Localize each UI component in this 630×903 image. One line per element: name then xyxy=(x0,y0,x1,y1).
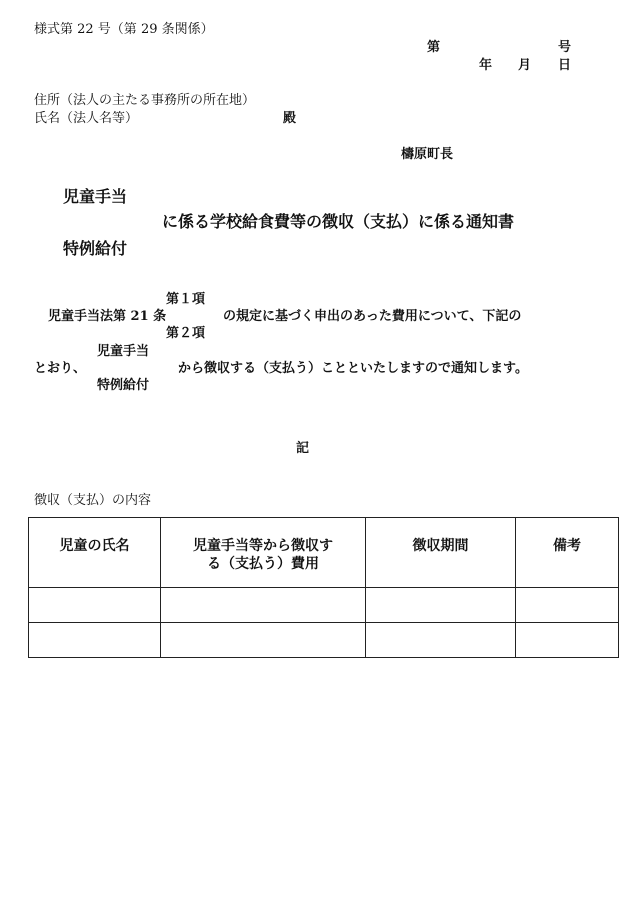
title-option-child-allowance: 児童手当 xyxy=(63,187,128,206)
date-month-label: 月 xyxy=(518,58,532,73)
table-cell xyxy=(516,588,619,623)
date-year-label: 年 xyxy=(479,58,493,73)
table-cell xyxy=(366,588,516,623)
honorific-label: 殿 xyxy=(283,111,297,126)
table-cell xyxy=(29,588,161,623)
sender-name: 檮原町長 xyxy=(401,147,454,162)
document-number-prefix: 第 xyxy=(427,40,441,55)
table-row xyxy=(29,588,619,623)
body-option-special-benefit: 特例給付 xyxy=(97,378,150,393)
paragraph-1-option: 第１項 xyxy=(166,292,206,307)
column-header-cost-label: 児童手当等から徴収する（支払う）費用 xyxy=(193,538,333,572)
form-number-label: 様式第 22 号（第 29 条関係） xyxy=(34,22,214,37)
column-header-remarks: 備考 xyxy=(516,518,619,588)
address-label: 住所（法人の主たる事務所の所在地） xyxy=(34,93,256,108)
section-label: 徴収（支払）の内容 xyxy=(34,493,152,508)
table-cell xyxy=(29,623,161,658)
table-cell xyxy=(516,623,619,658)
paragraph-2-option: 第２項 xyxy=(166,326,206,341)
body-text-line-2: から徴収する（支払う）ことといたしますので通知します。 xyxy=(178,361,528,376)
document-title: に係る学校給食費等の徴収（支払）に係る通知書 xyxy=(162,212,515,231)
date-day-label: 日 xyxy=(558,58,572,73)
column-header-cost xyxy=(161,518,366,588)
table-row xyxy=(29,623,619,658)
document-number-suffix: 号 xyxy=(558,40,572,55)
body-text-line-1: の規定に基づく申出のあった費用について、下記の xyxy=(223,309,522,324)
table-header-row xyxy=(29,518,619,588)
table-cell xyxy=(161,623,366,658)
column-header-period: 徴収期間 xyxy=(366,518,516,588)
table-cell xyxy=(161,588,366,623)
ki-note-marker: 記 xyxy=(296,441,310,456)
table-cell xyxy=(366,623,516,658)
column-header-child-name: 児童の氏名 xyxy=(29,518,161,588)
collection-content-table xyxy=(28,517,619,658)
title-option-special-benefit: 特例給付 xyxy=(63,239,128,258)
body-option-child-allowance: 児童手当 xyxy=(97,344,150,359)
body-prefix: とおり、 xyxy=(34,361,87,376)
law-reference: 児童手当法第 21 条 xyxy=(48,309,167,324)
name-label: 氏名（法人名等） xyxy=(34,111,139,126)
